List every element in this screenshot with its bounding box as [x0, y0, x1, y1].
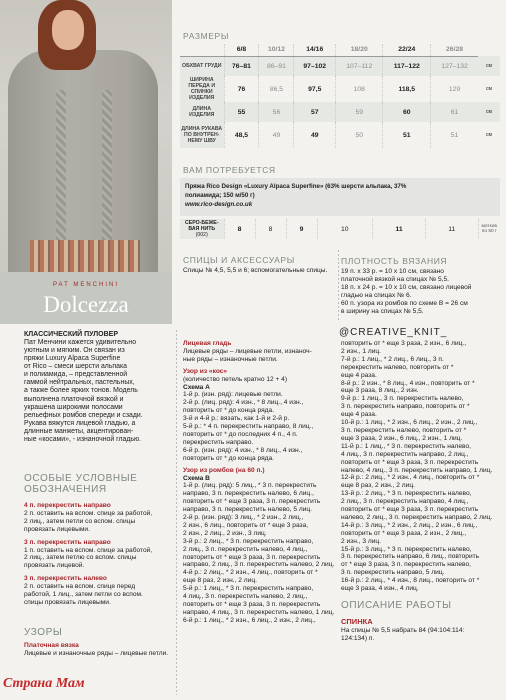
- instruction-line: 16-й р.: 2 лиц., * 4 изн., 8 лиц., повторить от *: [341, 577, 480, 585]
- watermark-text: @CREATIVE_KNIT_: [339, 327, 448, 338]
- plato-text: Лицевые и изнаночные ряды – лицевые петли.: [24, 650, 169, 657]
- instruction-line: повторить от * до конца ряда.: [183, 454, 275, 462]
- materials-heading: ВАМ ПОТРЕБУЕТСЯ: [183, 165, 276, 175]
- instruction-line: направо, 3 п. перекрестить налево, 6 лиц.,: [183, 490, 314, 498]
- instruction-line: 5-й р.: 1 лиц., * 3 п. перекрестить направо,: [183, 585, 314, 593]
- model-photo: [0, 0, 172, 272]
- yarn-site: www.rico-design.co.uk: [185, 201, 253, 208]
- instruction-line: 2 изн., 1 лиц.: [341, 347, 381, 355]
- instruction-line: 6-й р.: 1 лиц., * 2 изн., 6 лиц., 2 изн., 2 лиц.,: [183, 616, 316, 624]
- instruction-line: направо, 2 лиц., 3 п. перекрестить налево, 2 лиц.: [183, 561, 335, 569]
- instruction-line: повторить от * до последних 4 п., 4 п.: [183, 430, 298, 438]
- patterns-heading: УЗОРЫ: [24, 627, 63, 638]
- instruction-line: 2-й р. (лиц. ряд): 4 изн., * 8 лиц., 4 изн.,: [183, 399, 304, 407]
- instruction-line: Лицевые ряды – лицевые петли, изнаноч-: [183, 347, 312, 355]
- size-col: 26/28: [431, 44, 478, 56]
- size-col: 18/20: [336, 44, 383, 56]
- plato-title: Платочная вязка: [24, 642, 79, 649]
- table-row: ОБХВАТ ГРУДИ 76–81 86–91 97–102 107–112 117–122 127–132 см: [180, 56, 500, 76]
- instruction-line: 2-й р. (изн. ряд): 3 лиц., * 2 изн., 2 лиц.,: [183, 514, 304, 522]
- size-col: 14/16: [294, 44, 336, 56]
- instruction-line: повторить от * еще 3 раза, 3 п. перекрестить: [183, 553, 321, 561]
- instruction-line: 14-й р.: 3 лиц., * 2 изн., 2 лиц., 2 изн., 6 лиц.,: [341, 521, 478, 529]
- gauge-heading: ПЛОТНОСТЬ ВЯЗАНИЯ: [341, 256, 448, 266]
- instruction-line: 6-й р. (изн. ряд): 4 изн., * 8 лиц., 4 изн.,: [183, 446, 303, 454]
- instruction-line: повторить от * еще 3 раза, 3 п. перекрестить: [183, 601, 321, 608]
- instruction-line: 7-й р.: 1 лиц., * 2 лиц., 6 лиц., 3 п.: [341, 355, 444, 363]
- size-col: 6/8: [224, 44, 259, 56]
- intro-text: Пат Менчини кажется удивительно уютным и мягким. Он связан из пряжи Luxury Alpaca Superfine от Rico – смеси шерсти альпака и полиамида, – представленной гаммой нейтральных, пастельных, а также более ярких тонов. Модель выполнена платочной вязкой и украшена широкими полосами рельефных ромбов спереди и сзади. Рукава вяжутся лицевой гладью, а длинные манжеты, акцентирован- ные «косами», - изнаночной гладью.: [24, 338, 143, 444]
- skirt-shape: [30, 240, 140, 272]
- instruction-line: 4 лиц., 3 п. перекрестить налево, 2 лиц.,: [183, 593, 308, 601]
- instruction-line: (количество петель кратно 12 + 4): [183, 375, 288, 383]
- instruction-line: 2 изн., 2 лиц., 2 изн., 3 лиц.: [183, 529, 267, 537]
- face-shape: [52, 10, 84, 50]
- instruction-line: 8-й р.: 2 изн., * 8 лиц., 4 изн., повторить от *: [341, 379, 475, 387]
- table-row: ДЛИНА ИЗДЕЛИЯ 55 56 57 59 60 61 см: [180, 102, 500, 122]
- instruction-line: 2 лиц., 3 п. перекрестить налево, 4 лиц.,: [183, 545, 308, 553]
- instruction-line: ные ряды – изнаночные петли.: [183, 355, 278, 363]
- instruction-line: 3 п. перекрестить направо, 6 лиц., повторить: [341, 553, 480, 561]
- site-logo: Страна Мам: [3, 676, 85, 691]
- pattern-instructions: [183, 340, 338, 625]
- back-heading: СПИНКА: [341, 617, 373, 626]
- instruction-line: направо, 4 лиц., 3 п. перекрестить налево, 1 лиц.: [183, 608, 335, 616]
- instruction-line: повторить от * еще 3 раза, 3 п. перекрестить: [183, 498, 321, 506]
- instruction-line: еще 3 раза, 8 лиц., 2 изн.: [341, 387, 419, 395]
- legend-items: 4 п. перекрестить направо 2 п. оставить на вспом. спице за работой, 2 лиц., затем петли со вспом. спицы провязать лицевыми. 3 п. перекрестить направо 1 п. оставить на вспом. спице за работой, 2 лиц., затем петлю со вспом. спицы провязать лицевой. 3 п. перекрестить налево 2 п. оставить на вспом. спице перед работой, 1 лиц., затем петли со вспом. спицы провязать лицевыми.: [24, 502, 153, 606]
- instruction-line: повторить от * еще 3 раза, 3 п. перекрестить: [341, 458, 479, 466]
- instruction-line: 2 лиц., 3 п. перекрестить направо, 4 лиц.,: [341, 498, 469, 506]
- instruction-line: Узор из ромбов (на 60 п.): [183, 466, 265, 474]
- instruction-line: налево, 2 лиц., 3 п. перекрестить направо, 2 лиц.: [341, 513, 493, 521]
- instruction-line: 5-й р.: * 4 п. перекрестить направо, 8 лиц.,: [183, 423, 314, 431]
- sizes-table: [180, 44, 500, 148]
- size-col: 22/24: [383, 44, 431, 56]
- instruction-line: 3-й и 4-й р.: вязать, как 1-й и 2-й р.: [183, 415, 290, 423]
- instruction-line: еще 8 раз, 2 изн., 2 лиц.: [341, 482, 415, 490]
- sweater-shape: [8, 50, 158, 272]
- instruction-line: направо, 3 п. перекрестить налево, 5 лиц.: [183, 506, 313, 514]
- instruction-line: повторить от * до конца ряда.: [183, 407, 275, 415]
- size-col: 10/12: [259, 44, 294, 56]
- instruction-line: перекрестить налево, повторить от *: [341, 363, 454, 371]
- pattern-instructions-cont: [341, 340, 504, 593]
- instruction-line: 10-й р.: 1 лиц., * 2 изн., 6 лиц., 2 изн., 2 лиц.,: [341, 419, 478, 427]
- work-heading: ОПИСАНИЕ РАБОТЫ: [341, 600, 452, 611]
- intro-heading: КЛАССИЧЕСКИЙ ПУЛОВЕР: [24, 331, 118, 338]
- column-divider: [338, 250, 339, 320]
- pattern-title: Dolcezza: [43, 292, 129, 317]
- sizes-heading: РАЗМЕРЫ: [183, 31, 229, 41]
- instruction-line: 3 п. перекрестить направо, повторить от *: [341, 403, 470, 411]
- gauge-text: 19 п. х 33 р. = 10 х 10 см, связано платочной вязкой на спицах № 5,5. 18 п. х 24 р. = 10 х 10 см, связано лицевой гладью на спицах № 6. 60 п. узора из ромбов по схеме В = 26 см в ширину на спицах № 5,5.: [341, 268, 472, 315]
- needles-heading: СПИЦЫ И АКСЕССУАРЫ: [183, 255, 295, 265]
- yarn-amount-table: [180, 219, 500, 239]
- instruction-line: 15-й р.: 3 лиц., * 3 п. перекрестить налево,: [341, 545, 472, 553]
- instruction-line: повторить от * еще 3 раза, 2 изн., 2 лиц.,: [341, 529, 467, 537]
- yarn-line: Пряжа Rico Design «Luxury Alpaca Superfine» (63% шерсти альпака, 37%: [185, 183, 407, 190]
- instruction-line: 2 изн., 3 лиц.: [341, 537, 381, 545]
- instruction-line: 4 лиц., 3 п. перекрестить направо, 2 лиц.,: [341, 450, 469, 458]
- instruction-line: от * еще 3 раза, 3 п. перекрестить налево,: [341, 561, 471, 569]
- table-row: ДЛИНА РУКАВА ПО ВНУТРЕН-НЕМУ ШВУ 48,5 49 49 50 51 51 см: [180, 122, 500, 148]
- instruction-line: повторить от * еще 3 раза, 2 изн., 6 лиц.,: [341, 340, 467, 347]
- instruction-line: повторить от * еще 3 раза, 3 п. перекрестить: [341, 506, 479, 514]
- instruction-line: 12-й р.: 2 лиц., * 2 изн., 4 лиц., повторить от *: [341, 474, 480, 482]
- designer-name: PAT MENCHINI: [52, 282, 119, 288]
- intro: [24, 331, 143, 444]
- instruction-line: налево, 4 лиц., 3 п. перекрестить направо, 1 лиц.: [341, 466, 493, 474]
- instruction-line: еще 3 раза, 2 изн., 6 лиц., 2 изн., 1 лиц.: [341, 434, 463, 442]
- cable-panel: [56, 90, 66, 240]
- table-row: СЕРО-БЕЖЕ-ВАЯ НИТЬ (002) 8 8 9 10 11 11 мотков по 50 г: [180, 219, 500, 239]
- instruction-line: 3-й р.: 2 лиц., * 3 п. перекрестить направо,: [183, 537, 314, 545]
- instruction-line: 13-й р.: 2 лиц., * 3 п. перекрестить налево,: [341, 490, 472, 498]
- needles-text: Спицы № 4,5, 5,5 и 6; вспомогательные спицы.: [183, 267, 328, 274]
- instruction-line: Схема А: [183, 383, 210, 391]
- instruction-line: еще 4 раза.: [341, 371, 377, 379]
- instruction-line: 3 п. перекрестить направо, 5 лиц.: [341, 569, 445, 577]
- instruction-line: еще 4 раза.: [341, 411, 377, 419]
- instruction-line: Схема В: [183, 474, 210, 482]
- instruction-line: Узор из «кос»: [183, 367, 228, 375]
- instruction-line: 4-й р.: 2 лиц., * 2 изн., 4 лиц., повторить от *: [183, 569, 318, 577]
- table-row: ШИРИНА ПЕРЕДА И СПИНКИ ИЗДЕЛИЯ 76 86,5 97,5 108 118,5 129 см: [180, 76, 500, 102]
- column-divider: [176, 330, 177, 695]
- instruction-line: еще 3 раза, 4 изн., 4 лиц.: [341, 585, 419, 593]
- instruction-line: 11-й р.: 1 лиц., * 3 п. перекрестить налево,: [341, 442, 471, 450]
- cable-panel: [102, 90, 112, 240]
- instruction-line: еще 8 раз, 2 изн., 2 лиц.: [183, 577, 257, 585]
- instruction-line: перекрестить направо.: [183, 438, 254, 446]
- yarn-box: [180, 178, 500, 216]
- back-text: На спицы № 5,5 набрать 84 (94:104:114: 124:134) п.: [341, 627, 465, 642]
- instruction-line: 2 изн., 6 лиц., повторить от * еще 3 раза,: [183, 521, 309, 529]
- instruction-line: Лицевая гладь: [183, 340, 232, 347]
- legend-heading: ОСОБЫЕ УСЛОВНЫЕ ОБОЗНАЧЕНИЯ: [24, 473, 138, 495]
- instruction-line: 3 п. перекрестить налево, повторить от *: [341, 426, 467, 434]
- instruction-line: 9-й р.: 1 лиц., 3 п. перекрестить налево,: [341, 395, 464, 403]
- yarn-line: полиамида; 150 м/50 г): [185, 192, 255, 199]
- instruction-line: 1-й р. (изн. ряд): лицевые петли.: [183, 391, 283, 399]
- instruction-line: 1-й р. (лиц. ряд): 5 лиц., * 3 п. перекрестить: [183, 482, 317, 490]
